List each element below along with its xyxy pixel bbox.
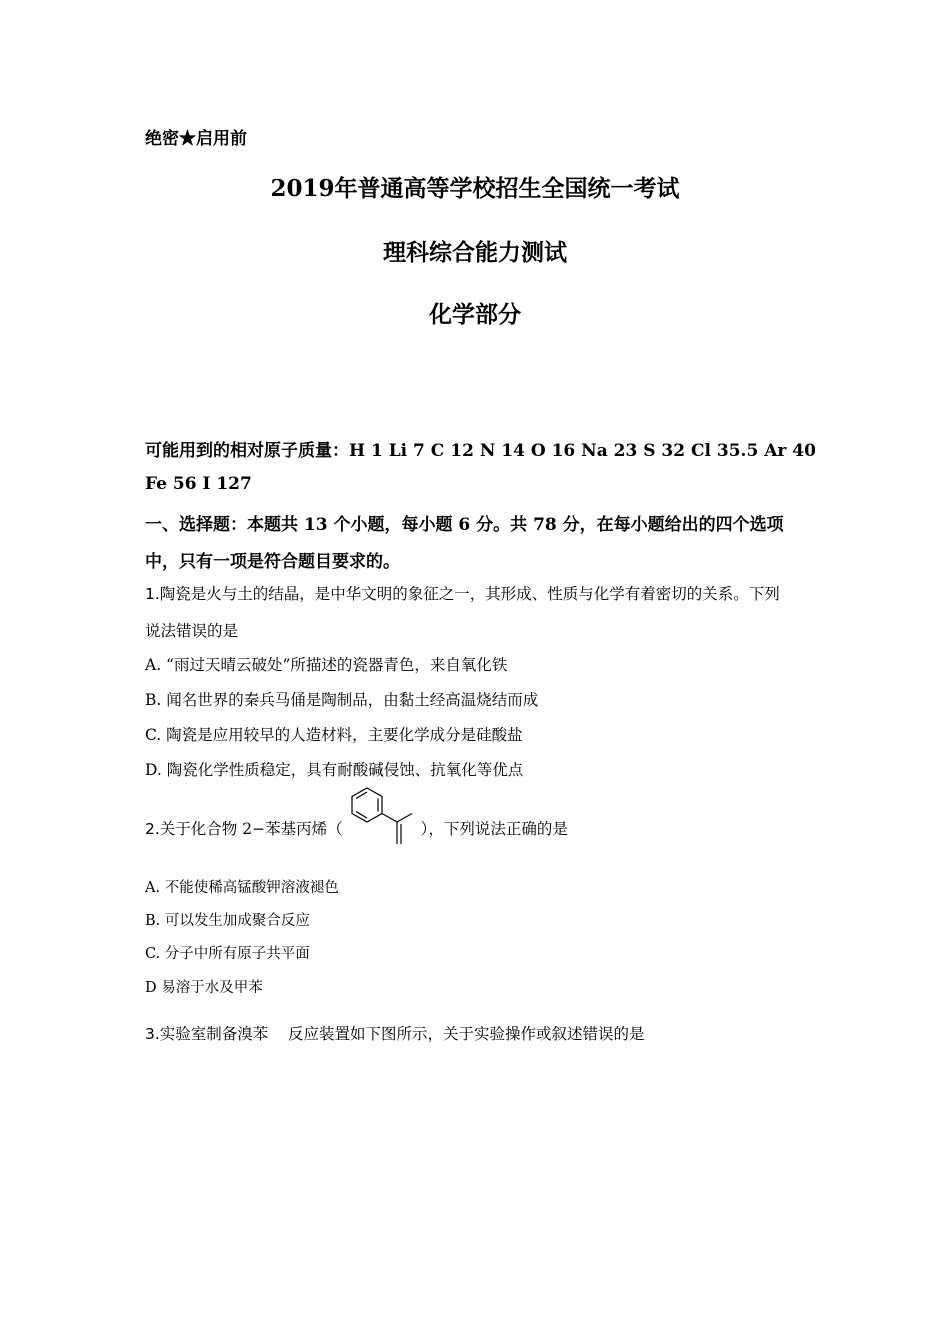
2-phenylpropene-structure-diagram [345,786,425,850]
exam-title: 2019年普通高等学校招生全国统一考试 [270,175,680,202]
confidential-label: 绝密★启用前 [145,129,247,149]
exam-subtitle: 理科综合能力测试 [383,239,567,266]
question-1-option-c: C. 陶瓷是应用较早的人造材料，主要化学成分是硅酸盐 [145,726,523,744]
section-instructions-line1: 一、选择题：本题共 13 个小题，每小题 6 分。共 78 分，在每小题给出的四个选项 [145,515,784,535]
question-2-option-c: C. 分子中所有原子共平面 [145,946,310,962]
question-1-stem-text: 陶瓷是火与土的结晶，是中华文明的象征之一，其形成、性质与化学有着密切的关系。下列 [159,585,780,603]
question-2-option-d: D 易溶于水及甲苯 [145,980,263,996]
section-instructions-line2: 中，只有一项是符合题目要求的。 [145,552,400,572]
question-2-option-a: A. 不能使稀高锰酸钾溶液褪色 [145,880,339,896]
question-1-stem-line2: 说法错误的是 [145,622,239,640]
atomic-masses-line1: 可能用到的相对原子质量：H 1 Li 7 C 12 N 14 O 16 Na 23 S 32 Cl 35.5 Ar 40 [145,441,816,461]
section-title: 化学部分 [429,301,521,328]
question-2-option-b: B. 可以发生加成聚合反应 [145,913,310,929]
question-2-stem-before: 关于化合物 2−苯基丙烯（ [159,820,343,838]
question-1-option-a: A. “雨过天晴云破处”所描述的瓷器青色，来自氧化铁 [145,656,508,674]
question-1-stem-line1 [145,582,780,604]
question-2-stem-after: ），下列说法正确的是 [420,820,568,838]
question-1-option-d: D. 陶瓷化学性质稳定，具有耐酸碱侵蚀、抗氧化等优点 [145,761,524,779]
question-3-stem [145,1022,645,1044]
question-2-number: 2. [145,820,160,838]
question-1-number: 1. [145,585,160,603]
question-3-stem-text: 实验室制备溴苯 反应装置如下图所示，关于实验操作或叙述错误的是 [159,1025,645,1043]
ring-to-alkene-bond [382,814,397,823]
question-3-number: 3. [145,1025,160,1043]
atomic-masses-line2: Fe 56 I 127 [145,474,252,494]
methyl-bond [397,814,412,823]
question-1-option-b: B. 闻名世界的秦兵马俑是陶制品，由黏土经高温烧结而成 [145,691,539,709]
